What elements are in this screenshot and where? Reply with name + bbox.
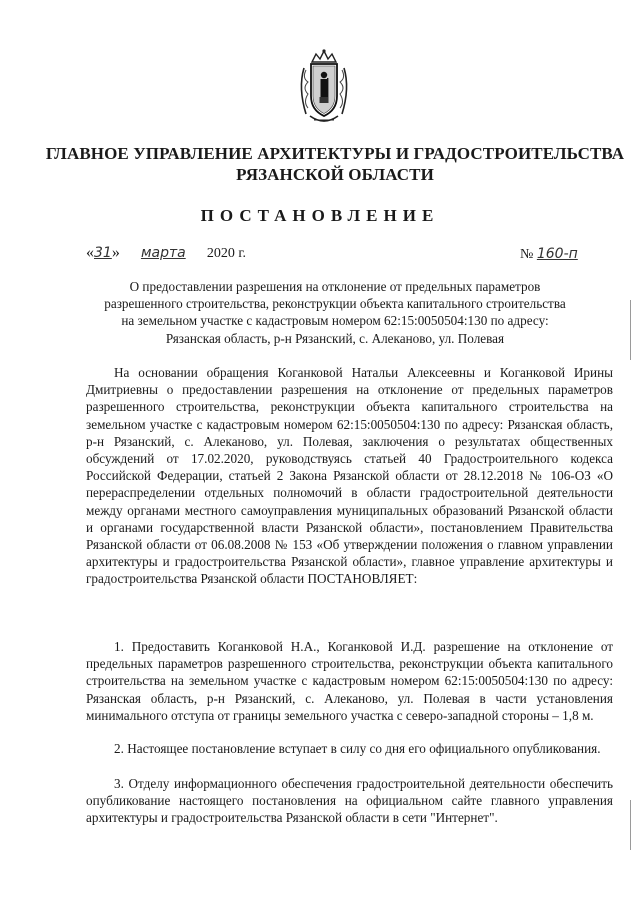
document-type-title: ПОСТАНОВЛЕНИЕ xyxy=(200,206,440,225)
subject-line: О предоставлении разрешения на отклонение от предельных параметров xyxy=(129,279,541,294)
date-close-quote: » xyxy=(111,244,120,261)
coat-of-arms-icon xyxy=(294,48,354,126)
number-label: № xyxy=(520,247,534,262)
preamble-paragraph xyxy=(86,364,613,588)
item-3-paragraph xyxy=(86,775,613,827)
scan-edge-line xyxy=(630,800,631,850)
item-1-text: 1. Предоставить Коганковой Н.А., Коганковой И.Д. разрешение на отклонение от предельных параметров разрешенного строительства, реконструкции объекта капитального строительства на земельном участке с кадастровым номером 62:15:0050504:130 по адресу: Рязанская область, р-н Рязанский, с. Алеканово, ул. Полевая в части установления минимального отступа от границы земельного участка с северо-западной стороны – 1,8 м. xyxy=(86,639,613,723)
date-month: марта xyxy=(140,245,186,261)
date-open-quote: « xyxy=(86,244,94,261)
number-value: 160-п xyxy=(536,246,578,262)
document-subject xyxy=(60,278,610,347)
date-day: 31 xyxy=(94,245,112,261)
subject-line: на земельном участке с кадастровым номером 62:15:0050504:130 по адресу: xyxy=(121,313,549,329)
subject-line: разрешенного строительства, реконструкции объекта капитального строительства xyxy=(104,296,566,312)
document-number xyxy=(520,246,578,263)
preamble-text: На основании обращения Коганковой Натальи Алексеевны и Коганковой Ирины Дмитриевны о предоставлении разрешения на отклонение от предельных параметров разрешенного строительства, реконструкции объекта капитального строительства на земельном участке с кадастровым номером 62:15:0050504:130 по адресу: Рязанская область, р-н Рязанский, с. Алеканово, ул. Полевая, заключения о результатах общественных обсуждений от 17.02.2020, руководствуясь статьей 40 Градостроительного кодекса Российской Федерации, статьей 2 Закона Рязанской области от 28.12.2018 № 106-ОЗ «О перераспределении отдельных полномочий в области градостроительной деятельности между органами местного самоуправления муниципальных образований Рязанской области и органами государственной власти Рязанской области», постановлением Правительства Рязанской области от 06.08.2008 № 153 «Об утверждении положения о главном управлении архитектуры и градостроительства Рязанской области», главное управление архитектуры и градостроительства Рязанской области ПОСТАНОВЛЯЕТ: xyxy=(86,365,613,587)
subject-line: Рязанская область, р-н Рязанский, с. Алеканово, ул. Полевая xyxy=(165,330,505,346)
scan-edge-line xyxy=(630,300,631,360)
date-year: 2020 г. xyxy=(206,246,246,261)
organization-name-line2: РЯЗАНСКОЙ ОБЛАСТИ xyxy=(236,165,434,184)
item-2-text: 2. Настоящее постановление вступает в силу со дня его официального опубликования. xyxy=(114,741,601,756)
document-date xyxy=(86,244,246,262)
item-2-paragraph xyxy=(86,740,613,757)
organization-name-line1: ГЛАВНОЕ УПРАВЛЕНИЕ АРХИТЕКТУРЫ И ГРАДОСТРОИТЕЛЬСТВА xyxy=(45,144,625,163)
item-1-paragraph xyxy=(86,638,613,724)
item-3-text: 3. Отделу информационного обеспечения градостроительной деятельности обеспечить опубликование настоящего постановления на официальном сайте главного управления архитектуры и градостроительства Рязанской области в сети "Интернет". xyxy=(86,776,613,826)
